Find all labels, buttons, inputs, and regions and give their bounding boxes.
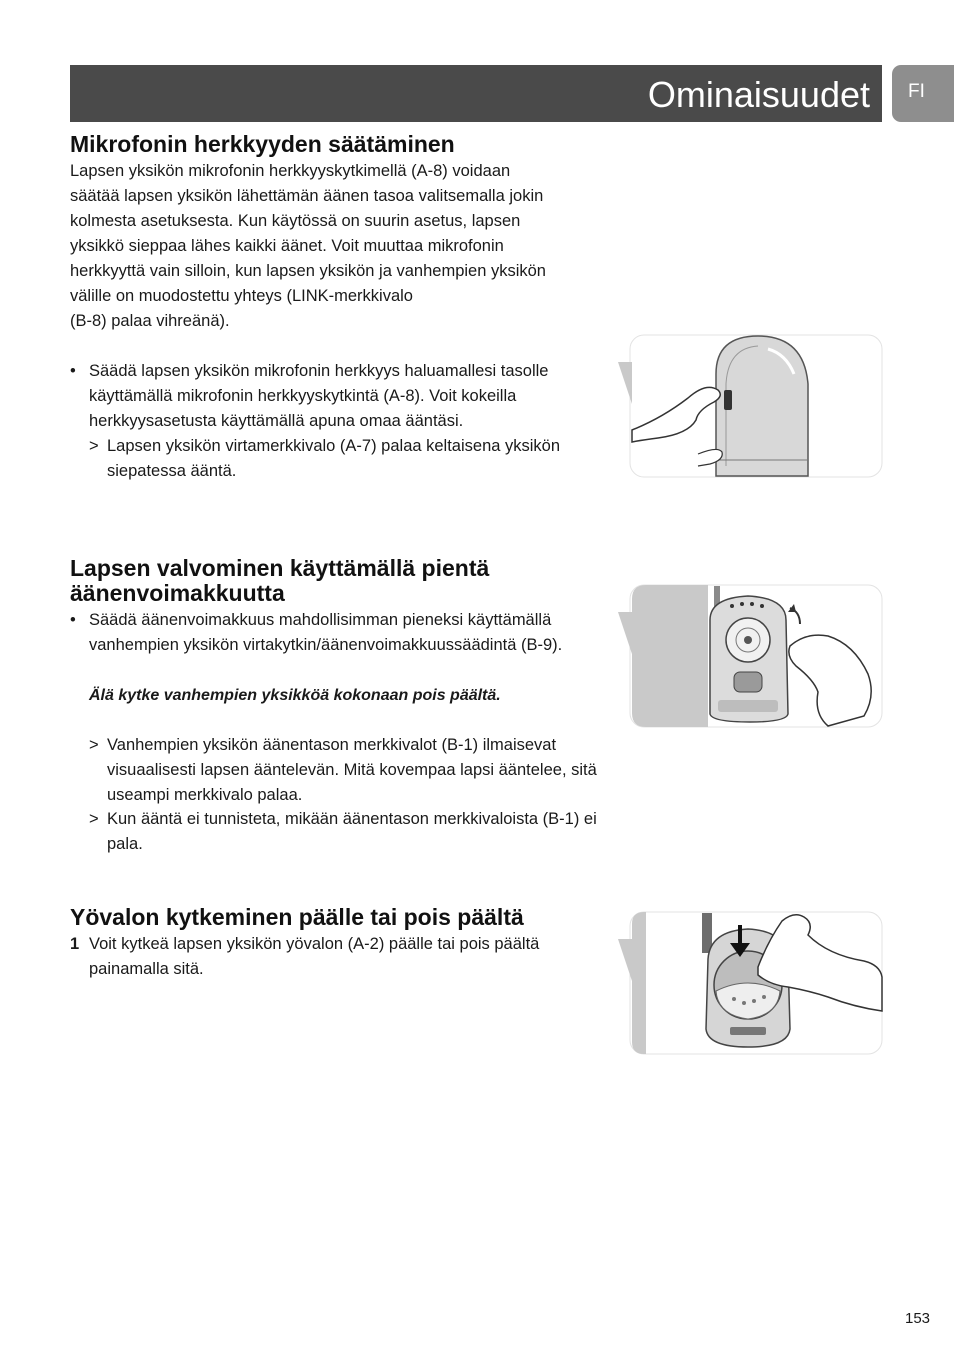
illustration-corner-tab — [618, 612, 632, 654]
illustration-shaded-area — [632, 585, 708, 727]
section-heading-microphone-sensitivity: Mikrofonin herkkyyden säätäminen — [70, 131, 455, 157]
result-text: Lapsen yksikön virtamerkkivalo (A-7) palaa keltaisena yksikön siepatessa ääntä. — [107, 437, 561, 480]
level-light — [760, 604, 764, 608]
brand-label-strip — [730, 1027, 766, 1035]
chapter-header-bar — [70, 65, 882, 122]
paragraph-line: välille on muodostettu yhteys (LINK-merkkivalo — [70, 287, 413, 305]
night-light-illustration — [618, 911, 884, 1057]
illustration-corner-tab — [618, 939, 632, 981]
lens-dot — [732, 997, 736, 1001]
paragraph-line: herkkyyttä vain silloin, kun lapsen yksikön ja vanhempien yksikön — [70, 262, 546, 280]
step-text: Voit kytkeä lapsen yksikön yövalon (A-2) päälle tai pois päältä painamalla sitä. — [89, 935, 540, 978]
illustration-corner-tab — [618, 362, 632, 404]
lens-dot — [752, 999, 756, 1003]
section-heading-low-volume-monitoring — [70, 556, 489, 606]
microphone-switch-illustration — [618, 334, 884, 480]
level-light — [730, 604, 734, 608]
parent-unit-button — [734, 672, 762, 692]
result-text: Vanhempien yksikön äänentason merkkivalot (B-1) ilmaisevat visuaalisesti lapsen ääntelevän. Mitä kovempaa lapsi ääntelee, sitä useampi merkkivalo palaa. — [107, 736, 597, 804]
section-paragraph-microphone-sensitivity — [70, 159, 610, 334]
result-mark: > — [89, 810, 99, 828]
heading-line: äänenvoimakkuutta — [70, 580, 285, 606]
language-tab — [892, 65, 954, 122]
step-number: 1 — [70, 935, 80, 953]
instruction-bullet — [70, 359, 610, 434]
illustration-shaded-strip — [632, 912, 646, 1054]
result-mark: > — [89, 736, 99, 754]
result-note — [89, 434, 610, 484]
result-mark: > — [89, 437, 99, 455]
result-note — [89, 733, 610, 808]
bullet-mark: • — [70, 362, 76, 380]
paragraph-line: Lapsen yksikön mikrofonin herkkyyskytkimellä (A-8) voidaan — [70, 162, 511, 180]
result-text: Kun ääntä ei tunnisteta, mikään äänentason merkkivaloista (B-1) ei pala. — [107, 810, 597, 853]
instruction-bullet — [70, 608, 610, 658]
numbered-step — [70, 932, 610, 982]
level-light — [740, 602, 744, 606]
bullet-text: Säädä äänenvoimakkuus mahdollisimman pieneksi käyttämällä vanhempien yksikön virtakytkin/äänenvoimakkuussäädintä (B-9). — [89, 611, 563, 654]
heading-line: Lapsen valvominen käyttämällä pientä — [70, 555, 490, 581]
paragraph-line: säätää lapsen yksikön lähettämän äänen tasoa valitsemalla jokin — [70, 187, 544, 205]
warning-note: Älä kytke vanhempien yksikköä kokonaan pois päältä. — [89, 687, 501, 704]
bullet-mark: • — [70, 611, 76, 629]
paragraph-line: kolmesta asetuksesta. Kun käytössä on suurin asetus, lapsen — [70, 212, 521, 230]
lens-dot — [762, 995, 766, 999]
volume-dial-illustration — [618, 584, 884, 730]
language-tab-label: FI — [908, 81, 925, 102]
page-number: 153 — [905, 1310, 931, 1327]
level-light — [750, 602, 754, 606]
bullet-text: Säädä lapsen yksikön mikrofonin herkkyys haluamallesi tasolle käyttämällä mikrofonin herkkyyskytkintä (A-8). Voit kokeilla herkkyysasetusta käyttämällä apuna omaa ääntäsi. — [89, 362, 549, 430]
paragraph-line: yksikkö sieppaa lähes kaikki äänet. Voit muuttaa mikrofonin — [70, 237, 504, 255]
speaker-center — [744, 636, 752, 644]
result-note — [89, 807, 610, 857]
press-arrow-shaft — [738, 925, 742, 945]
paragraph-line: (B-8) palaa vihreänä). — [70, 312, 230, 330]
parent-unit-base — [718, 700, 778, 712]
microphone-switch — [724, 390, 732, 410]
section-heading-night-light: Yövalon kytkeminen päälle tai pois päältä — [70, 904, 524, 930]
chapter-title: Ominaisuudet — [647, 74, 870, 115]
lens-dot — [742, 1001, 746, 1005]
